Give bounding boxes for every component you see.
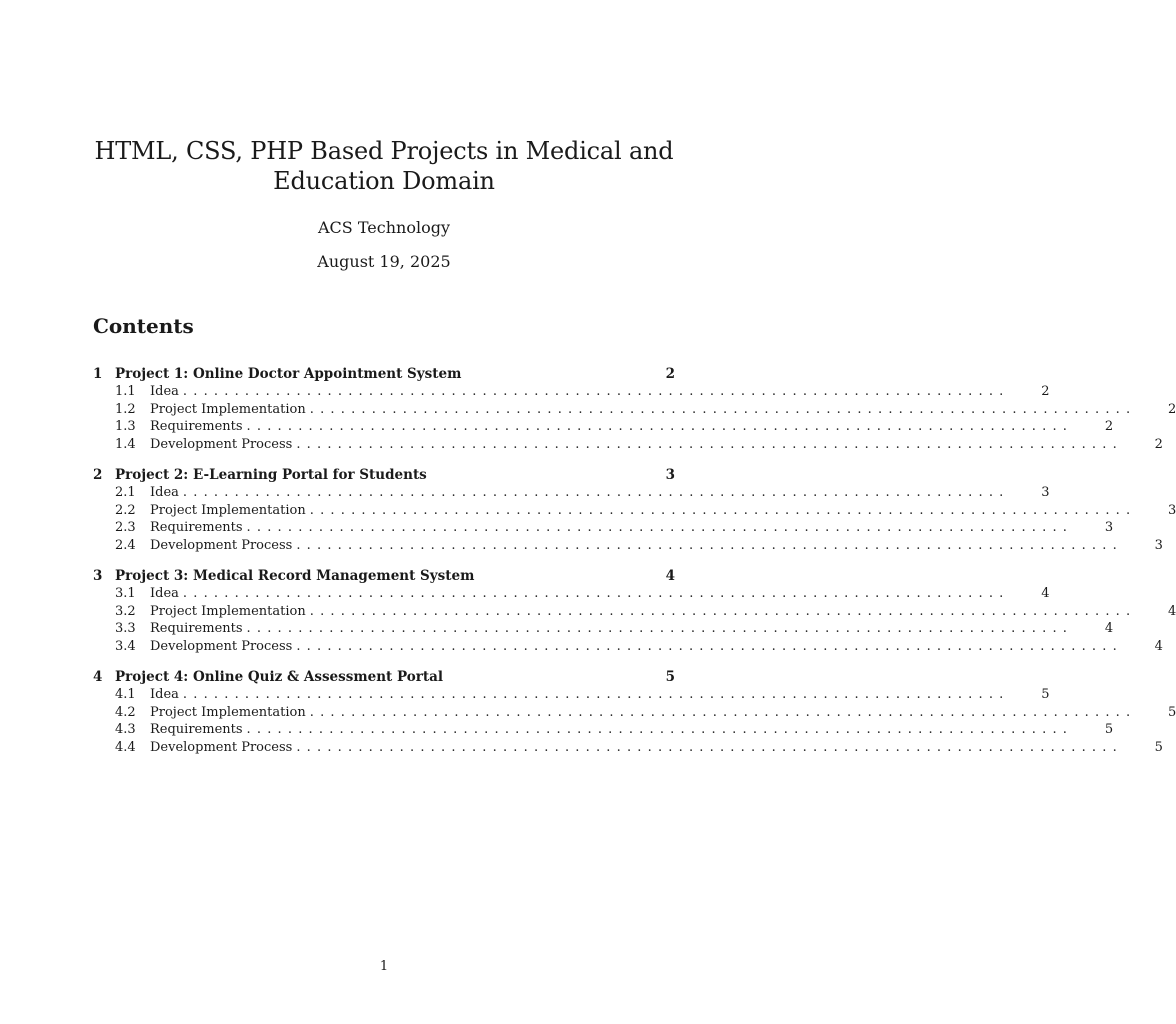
- toc-subsection-title: Project Implementation: [150, 502, 306, 518]
- toc-subsection-title: Development Process: [150, 638, 293, 654]
- toc-subsection-page: 5: [1041, 687, 1050, 702]
- toc-subsection-entry[interactable]: [93, 502, 1176, 521]
- toc-subsection-title: Project Implementation: [150, 704, 306, 720]
- dot-leader: ................................................................................: [296, 436, 1123, 452]
- dot-leader: ................................................................................: [182, 687, 1010, 702]
- toc-section-page: 2: [665, 366, 675, 382]
- toc-subsection-page: 3: [1104, 520, 1114, 535]
- toc-subsection-page: 2: [1168, 401, 1176, 417]
- toc-section-entry[interactable]: [93, 669, 675, 687]
- toc-subsection-title: Requirements: [150, 722, 243, 737]
- dot-leader: ................................................................................: [296, 739, 1123, 755]
- toc-subsection-title: Requirements: [150, 520, 243, 535]
- document-author: ACS Technology: [318, 218, 450, 237]
- dot-leader: ................................................................................: [182, 384, 1010, 399]
- dot-leader: ................................................................................: [182, 586, 1010, 601]
- toc-subsection-page: 3: [1041, 485, 1050, 500]
- toc-subsection-page: 5: [1104, 722, 1114, 737]
- toc-subsection-title: Development Process: [150, 537, 293, 553]
- toc-subsection-title: Idea: [150, 485, 179, 500]
- toc-subsection-number: 2.3: [115, 520, 136, 535]
- toc-section-title: Project 4: Online Quiz & Assessment Portal: [115, 669, 443, 685]
- toc-subsection-page: 2: [1041, 384, 1050, 399]
- toc-subsection-entry[interactable]: [93, 739, 1163, 758]
- page-number: 1: [379, 959, 389, 974]
- toc-subsection-title: Development Process: [150, 739, 293, 755]
- toc-subsection-page: 4: [1041, 586, 1050, 601]
- toc-subsection-entry[interactable]: [93, 384, 1050, 402]
- toc-section-page: 4: [665, 568, 675, 584]
- toc-section: [93, 467, 1176, 555]
- toc-section: [93, 568, 1176, 656]
- toc-section: [93, 366, 1176, 454]
- toc-section-page: 5: [665, 669, 675, 685]
- toc-subsection-entry[interactable]: [93, 722, 1114, 740]
- document-date: August 19, 2025: [317, 252, 451, 271]
- toc-section-entry[interactable]: [93, 568, 675, 586]
- toc-subsection-page: 4: [1154, 638, 1163, 654]
- toc-subsection-page: 2: [1154, 436, 1163, 452]
- toc-subsection-page: 3: [1168, 502, 1176, 518]
- toc-subsection-entry[interactable]: [93, 704, 1176, 723]
- toc-subsection-entry[interactable]: [93, 537, 1163, 556]
- toc-subsection-title: Project Implementation: [150, 401, 306, 417]
- toc-subsection-number: 3.4: [115, 638, 136, 654]
- toc-section-number: 4: [93, 669, 103, 685]
- toc-section-title: Project 1: Online Doctor Appointment System: [115, 366, 462, 382]
- dot-leader: ................................................................................: [309, 603, 1137, 619]
- dot-leader: ................................................................................: [182, 485, 1010, 500]
- toc-subsection-page: 4: [1168, 603, 1176, 619]
- toc-subsection-number: 1.3: [115, 419, 136, 434]
- toc-subsection-page: 3: [1154, 537, 1163, 553]
- toc-subsection-number: 2.1: [115, 485, 136, 500]
- toc-section-entry[interactable]: [93, 467, 675, 485]
- dot-leader: ................................................................................: [296, 638, 1123, 654]
- toc-section-number: 2: [93, 467, 103, 483]
- dot-leader: ................................................................................: [296, 537, 1123, 553]
- toc-subsection-number: 4.1: [115, 687, 136, 702]
- toc-subsection-page: 4: [1104, 621, 1114, 636]
- toc-section-title: Project 2: E-Learning Portal for Students: [115, 467, 427, 483]
- toc-subsection-number: 3.3: [115, 621, 136, 636]
- dot-leader: ................................................................................: [246, 621, 1074, 636]
- toc-subsection-number: 1.2: [115, 401, 136, 417]
- toc-subsection-title: Idea: [150, 384, 179, 399]
- toc-section-number: 3: [93, 568, 103, 584]
- toc-subsection-number: 2.4: [115, 537, 136, 553]
- toc-subsection-entry[interactable]: [93, 520, 1114, 538]
- toc-subsection-entry[interactable]: [93, 687, 1050, 705]
- dot-leader: ................................................................................: [309, 401, 1137, 417]
- toc-subsection-entry[interactable]: [93, 603, 1176, 622]
- toc-subsection-entry[interactable]: [93, 586, 1050, 604]
- toc-subsection-title: Project Implementation: [150, 603, 306, 619]
- toc-section-title: Project 3: Medical Record Management System: [115, 568, 475, 584]
- toc-section-page: 3: [665, 467, 675, 483]
- toc-subsection-page: 2: [1104, 419, 1114, 434]
- toc-subsection-entry[interactable]: [93, 401, 1176, 420]
- dot-leader: ................................................................................: [246, 520, 1074, 535]
- table-of-contents: [93, 366, 1176, 770]
- toc-subsection-number: 3.1: [115, 586, 136, 601]
- dot-leader: ................................................................................: [246, 722, 1074, 737]
- toc-subsection-number: 4.2: [115, 704, 136, 720]
- toc-subsection-title: Requirements: [150, 621, 243, 636]
- dot-leader: ................................................................................: [309, 502, 1137, 518]
- toc-subsection-title: Idea: [150, 687, 179, 702]
- toc-subsection-number: 4.4: [115, 739, 136, 755]
- toc-subsection-entry[interactable]: [93, 419, 1114, 437]
- toc-subsection-title: Development Process: [150, 436, 293, 452]
- toc-subsection-entry[interactable]: [93, 436, 1163, 455]
- dot-leader: ................................................................................: [309, 704, 1137, 720]
- toc-subsection-number: 1.4: [115, 436, 136, 452]
- toc-section: [93, 669, 1176, 757]
- dot-leader: ................................................................................: [246, 419, 1074, 434]
- toc-subsection-page: 5: [1168, 704, 1176, 720]
- toc-subsection-number: 3.2: [115, 603, 136, 619]
- toc-subsection-number: 2.2: [115, 502, 136, 518]
- toc-subsection-entry[interactable]: [93, 485, 1050, 503]
- toc-section-entry[interactable]: [93, 366, 675, 384]
- contents-heading: Contents: [93, 314, 194, 338]
- toc-subsection-number: 1.1: [115, 384, 136, 399]
- toc-subsection-page: 5: [1154, 739, 1163, 755]
- toc-subsection-entry[interactable]: [93, 638, 1163, 657]
- document-title: HTML, CSS, PHP Based Projects in Medical and Education Domain: [94, 137, 674, 195]
- toc-subsection-title: Idea: [150, 586, 179, 601]
- toc-subsection-number: 4.3: [115, 722, 136, 737]
- toc-section-number: 1: [93, 366, 103, 382]
- toc-subsection-entry[interactable]: [93, 621, 1114, 639]
- toc-subsection-title: Requirements: [150, 419, 243, 434]
